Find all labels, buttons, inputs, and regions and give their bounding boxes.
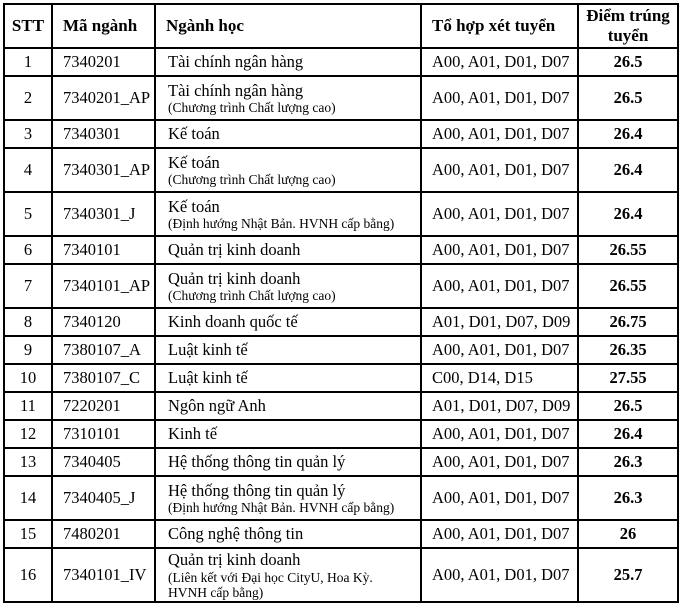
cell-nganh-hoc xyxy=(155,364,421,392)
cell-stt: 9 xyxy=(4,336,52,364)
cell-diem: 26 xyxy=(578,520,678,548)
cell-to-hop: A00, A01, D01, D07 xyxy=(421,420,578,448)
cell-stt: 5 xyxy=(4,192,52,236)
cell-to-hop: A00, A01, D01, D07 xyxy=(421,76,578,120)
cell-nganh-hoc xyxy=(155,236,421,264)
cell-nganh-hoc xyxy=(155,520,421,548)
cell-ma-nganh: 7340201_AP xyxy=(52,76,155,120)
cell-stt: 16 xyxy=(4,548,52,602)
cell-stt: 14 xyxy=(4,476,52,520)
table-body xyxy=(4,48,678,602)
table-row xyxy=(4,476,678,520)
cell-diem: 26.4 xyxy=(578,420,678,448)
table-row xyxy=(4,120,678,148)
cell-diem: 26.3 xyxy=(578,448,678,476)
cell-ma-nganh: 7340405 xyxy=(52,448,155,476)
column-header-nganh-hoc: Ngành học xyxy=(155,4,421,48)
cell-stt: 2 xyxy=(4,76,52,120)
table-row xyxy=(4,236,678,264)
program-name: Hệ thống thông tin quản lý xyxy=(168,480,346,500)
cell-stt: 12 xyxy=(4,420,52,448)
program-name: Kinh doanh quốc tế xyxy=(168,312,298,332)
cell-diem: 27.55 xyxy=(578,364,678,392)
cell-to-hop: A01, D01, D07, D09 xyxy=(421,392,578,420)
cell-to-hop: A00, A01, D01, D07 xyxy=(421,120,578,148)
cell-ma-nganh: 7340301 xyxy=(52,120,155,148)
cell-diem: 26.5 xyxy=(578,48,678,76)
cell-ma-nganh: 7340405_J xyxy=(52,476,155,520)
cell-diem: 25.7 xyxy=(578,548,678,602)
cell-nganh-hoc xyxy=(155,548,421,602)
program-name: Ngôn ngữ Anh xyxy=(168,396,266,416)
table-row xyxy=(4,336,678,364)
cell-to-hop: A00, A01, D01, D07 xyxy=(421,192,578,236)
cell-nganh-hoc xyxy=(155,120,421,148)
program-note: (Chương trình Chất lượng cao) xyxy=(168,100,336,116)
column-header-ma-nganh: Mã ngành xyxy=(52,4,155,48)
cell-diem: 26.4 xyxy=(578,192,678,236)
cell-ma-nganh: 7480201 xyxy=(52,520,155,548)
cell-nganh-hoc xyxy=(155,192,421,236)
cell-stt: 11 xyxy=(4,392,52,420)
cell-ma-nganh: 7310101 xyxy=(52,420,155,448)
cell-stt: 8 xyxy=(4,308,52,336)
cell-to-hop: A00, A01, D01, D07 xyxy=(421,520,578,548)
program-note: (Chương trình Chất lượng cao) xyxy=(168,172,336,188)
cell-to-hop: A01, D01, D07, D09 xyxy=(421,308,578,336)
cell-diem: 26.75 xyxy=(578,308,678,336)
cell-to-hop: C00, D14, D15 xyxy=(421,364,578,392)
cell-to-hop: A00, A01, D01, D07 xyxy=(421,236,578,264)
program-note: (Chương trình Chất lượng cao) xyxy=(168,288,336,304)
cell-to-hop: A00, A01, D01, D07 xyxy=(421,448,578,476)
program-name: Hệ thống thông tin quản lý xyxy=(168,452,346,472)
cell-ma-nganh: 7340101 xyxy=(52,236,155,264)
table-row xyxy=(4,48,678,76)
table-row xyxy=(4,520,678,548)
cell-diem: 26.4 xyxy=(578,120,678,148)
cell-ma-nganh: 7340301_J xyxy=(52,192,155,236)
cell-diem: 26.3 xyxy=(578,476,678,520)
cell-diem: 26.5 xyxy=(578,392,678,420)
cell-nganh-hoc xyxy=(155,336,421,364)
table-row xyxy=(4,392,678,420)
cell-stt: 15 xyxy=(4,520,52,548)
program-name: Kế toán xyxy=(168,124,220,144)
cell-to-hop: A00, A01, D01, D07 xyxy=(421,264,578,308)
program-name: Luật kinh tế xyxy=(168,368,248,388)
table-row xyxy=(4,364,678,392)
program-note: (Liên kết với Đại học CityU, Hoa Kỳ. HVNH cấp bằng) xyxy=(168,569,373,600)
cell-diem: 26.35 xyxy=(578,336,678,364)
cell-ma-nganh: 7340301_AP xyxy=(52,148,155,192)
cell-ma-nganh: 7340101_IV xyxy=(52,548,155,602)
table-row xyxy=(4,548,678,602)
cell-stt: 3 xyxy=(4,120,52,148)
cell-to-hop: A00, A01, D01, D07 xyxy=(421,548,578,602)
table-row xyxy=(4,192,678,236)
cell-nganh-hoc xyxy=(155,448,421,476)
program-name: Tài chính ngân hàng xyxy=(168,52,304,72)
table-row xyxy=(4,76,678,120)
program-name: Kế toán xyxy=(168,152,220,172)
cell-stt: 7 xyxy=(4,264,52,308)
cell-ma-nganh: 7340120 xyxy=(52,308,155,336)
cell-to-hop: A00, A01, D01, D07 xyxy=(421,48,578,76)
table-row xyxy=(4,148,678,192)
program-note: (Định hướng Nhật Bản. HVNH cấp bằng) xyxy=(168,500,395,516)
cell-nganh-hoc xyxy=(155,476,421,520)
cell-nganh-hoc xyxy=(155,148,421,192)
program-name: Kinh tế xyxy=(168,424,218,444)
column-header-to-hop-xet-tuyen: Tổ hợp xét tuyển xyxy=(421,4,578,48)
column-header-stt: STT xyxy=(4,4,52,48)
program-name: Quản trị kinh doanh xyxy=(168,268,301,288)
table-row xyxy=(4,264,678,308)
cell-diem: 26.4 xyxy=(578,148,678,192)
cell-to-hop: A00, A01, D01, D07 xyxy=(421,148,578,192)
program-name: Quản trị kinh doanh xyxy=(168,550,301,569)
cell-ma-nganh: 7380107_A xyxy=(52,336,155,364)
cell-stt: 10 xyxy=(4,364,52,392)
cell-nganh-hoc xyxy=(155,48,421,76)
cell-ma-nganh: 7340201 xyxy=(52,48,155,76)
cell-to-hop: A00, A01, D01, D07 xyxy=(421,336,578,364)
program-name: Kế toán xyxy=(168,196,220,216)
admission-score-table xyxy=(3,3,679,603)
table-row xyxy=(4,308,678,336)
cell-nganh-hoc xyxy=(155,264,421,308)
cell-ma-nganh: 7220201 xyxy=(52,392,155,420)
cell-nganh-hoc xyxy=(155,76,421,120)
cell-diem: 26.55 xyxy=(578,264,678,308)
column-header-diem-trung-tuyen: Điểm trúng tuyển xyxy=(578,4,678,48)
cell-nganh-hoc xyxy=(155,420,421,448)
header-row xyxy=(4,4,678,48)
cell-ma-nganh: 7380107_C xyxy=(52,364,155,392)
cell-stt: 4 xyxy=(4,148,52,192)
table-row xyxy=(4,448,678,476)
program-name: Tài chính ngân hàng xyxy=(168,80,304,100)
table-row xyxy=(4,420,678,448)
cell-diem: 26.55 xyxy=(578,236,678,264)
cell-to-hop: A00, A01, D01, D07 xyxy=(421,476,578,520)
cell-nganh-hoc xyxy=(155,392,421,420)
program-name: Công nghệ thông tin xyxy=(168,524,304,544)
cell-nganh-hoc xyxy=(155,308,421,336)
program-name: Luật kinh tế xyxy=(168,340,248,360)
cell-stt: 13 xyxy=(4,448,52,476)
cell-stt: 6 xyxy=(4,236,52,264)
program-note: (Định hướng Nhật Bản. HVNH cấp bằng) xyxy=(168,216,395,232)
cell-stt: 1 xyxy=(4,48,52,76)
cell-ma-nganh: 7340101_AP xyxy=(52,264,155,308)
cell-diem: 26.5 xyxy=(578,76,678,120)
program-name: Quản trị kinh doanh xyxy=(168,240,301,260)
